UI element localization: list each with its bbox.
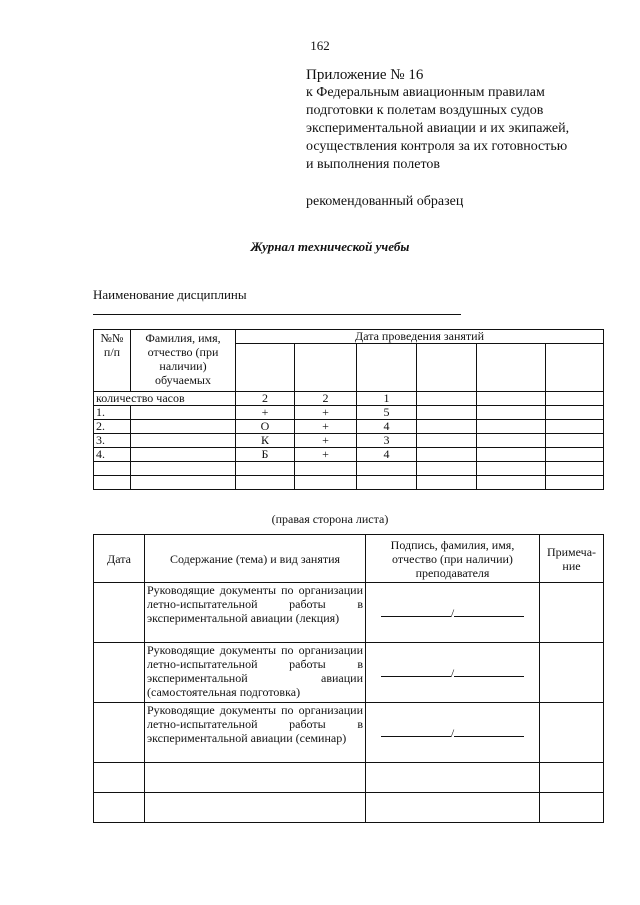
lesson-notes [540, 583, 604, 643]
row-cell: + [295, 434, 357, 448]
row-number: 4. [94, 448, 131, 462]
row-number: 1. [94, 406, 131, 420]
table-row [94, 462, 604, 476]
notes-header: Примеча-ние [540, 535, 604, 583]
col-name-header: Фамилия, имя, отчество (при наличии) обучаемых [131, 330, 236, 392]
col-num-header: №№ п/п [94, 330, 131, 392]
date-cell [477, 344, 546, 392]
lesson-signature [366, 643, 540, 703]
date-header: Дата проведения занятий [236, 330, 604, 344]
row-cell: К [236, 434, 295, 448]
table-row [94, 703, 604, 763]
table-row [94, 763, 604, 793]
lesson-date [94, 703, 145, 763]
row-name [131, 434, 236, 448]
table-header-row [94, 330, 604, 344]
appendix-line: подготовки к полетам воздушных судов [306, 103, 544, 118]
signature-separator: / [450, 606, 455, 620]
appendix-header [306, 66, 569, 174]
date-header: Дата [94, 535, 145, 583]
table-row [94, 406, 604, 420]
table-row [94, 420, 604, 434]
signature-separator: / [450, 726, 455, 740]
lesson-signature [366, 583, 540, 643]
table-row [94, 476, 604, 490]
hours-value: 2 [236, 392, 295, 406]
row-cell: + [295, 420, 357, 434]
row-number: 3. [94, 434, 131, 448]
discipline-label: Наименование дисциплины [93, 287, 247, 302]
row-name [131, 406, 236, 420]
row-cell: 5 [357, 406, 417, 420]
date-cell [417, 344, 477, 392]
lesson-date [94, 583, 145, 643]
discipline-underline [93, 314, 461, 315]
date-cell [546, 344, 604, 392]
table-row [94, 448, 604, 462]
lesson-date [94, 643, 145, 703]
hours-label: количество часов [94, 392, 236, 406]
sample-label: рекомендованный образец [306, 194, 464, 209]
lesson-content: Руководящие документы по организации летно-испытательной работы в экспериментальной авиации (семинар) [145, 703, 366, 763]
right-side-note: (правая сторона листа) [271, 512, 389, 526]
attendance-table [93, 329, 604, 490]
appendix-line: осуществления контроля за их готовностью [306, 139, 568, 154]
row-cell: + [295, 406, 357, 420]
hours-value: 2 [295, 392, 357, 406]
row-cell: + [295, 448, 357, 462]
table-row [94, 793, 604, 823]
row-cell: Б [236, 448, 295, 462]
signature-separator: / [450, 666, 455, 680]
lesson-notes [540, 703, 604, 763]
row-cell: 3 [357, 434, 417, 448]
table-row [94, 583, 604, 643]
appendix-line: к Федеральным авиационным правилам [306, 85, 545, 100]
date-cell [357, 344, 417, 392]
date-cell [295, 344, 357, 392]
row-name [131, 448, 236, 462]
page-number: 162 [310, 38, 330, 53]
date-cell [236, 344, 295, 392]
hours-value: 1 [357, 392, 417, 406]
row-cell: 4 [357, 448, 417, 462]
row-cell: О [236, 420, 295, 434]
lesson-header-row [94, 535, 604, 583]
lesson-content: Руководящие документы по организации летно-испытательной работы в экспериментальной авиации (самостоятельная подготовка) [145, 643, 366, 703]
content-header: Содержание (тема) и вид занятия [145, 535, 366, 583]
signature-header: Подпись, фамилия, имя, отчество (при наличии) преподавателя [366, 535, 540, 583]
row-cell: 4 [357, 420, 417, 434]
table-row [94, 643, 604, 703]
lesson-table [93, 534, 604, 823]
hours-row [94, 392, 604, 406]
appendix-line: Приложение № 16 [306, 67, 424, 83]
journal-title: Журнал технической учебы [250, 239, 410, 254]
row-name [131, 420, 236, 434]
table-row [94, 434, 604, 448]
row-cell: + [236, 406, 295, 420]
lesson-signature [366, 703, 540, 763]
row-number: 2. [94, 420, 131, 434]
appendix-line: и выполнения полетов [306, 157, 440, 172]
lesson-content: Руководящие документы по организации летно-испытательной работы в экспериментальной авиации (лекция) [145, 583, 366, 643]
lesson-notes [540, 643, 604, 703]
appendix-line: экспериментальной авиации и их экипажей, [306, 121, 570, 136]
